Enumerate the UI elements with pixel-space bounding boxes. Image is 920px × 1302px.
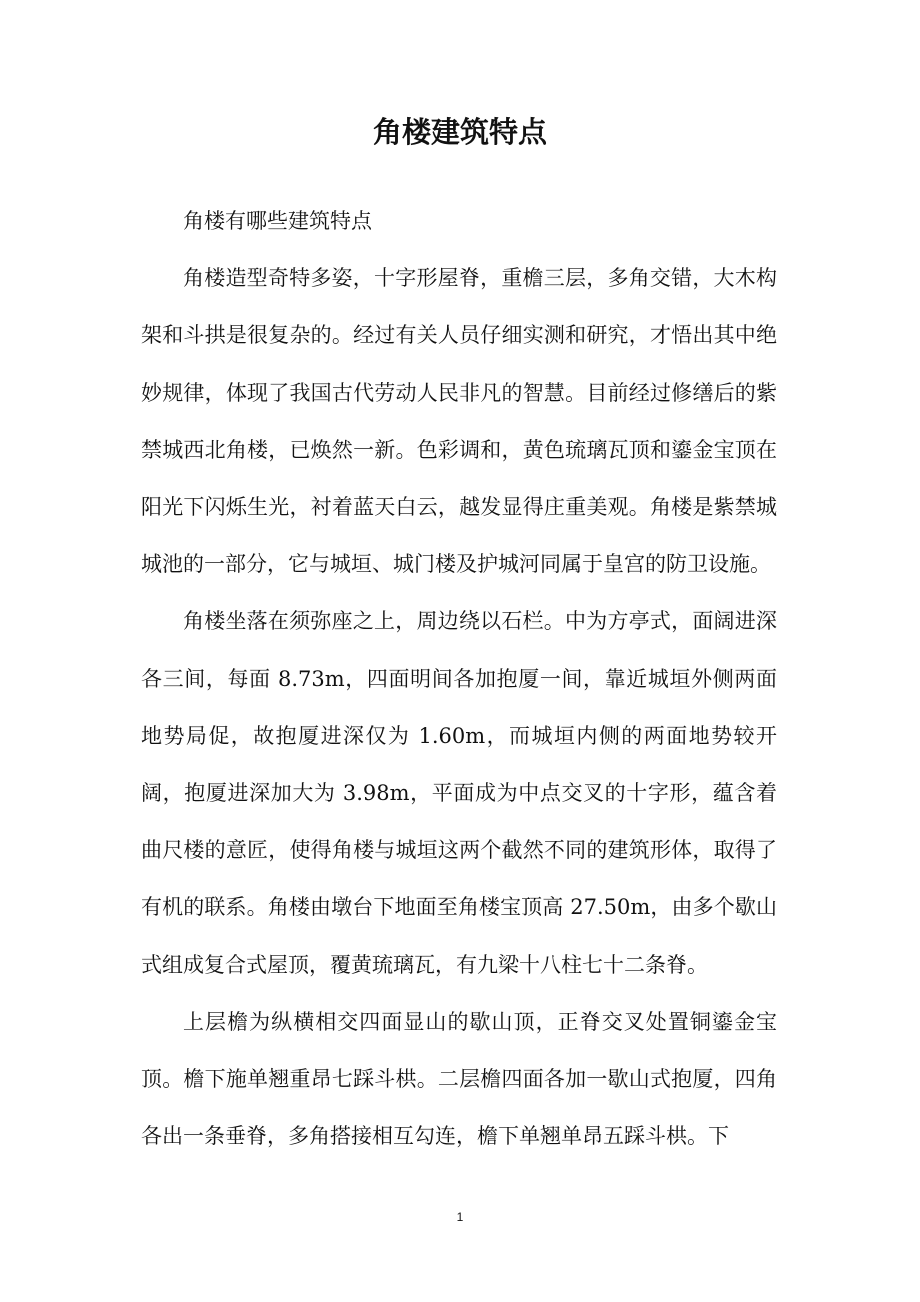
paragraph-structure: 角楼坐落在须弥座之上，周边绕以石栏。中为方亭式，面阔进深各三间，每面 8.73m，四面明间各加抱厦一间，靠近城垣外侧两面地势局促，故抱厦进深仅为 1.60m，而城垣内侧的两面地势较开阔，抱厦进深加大为 3.98m，平面成为中点交叉的十字形，蕴含着曲尺楼的意匠，使得角楼与城垣这两个截然不同的建筑形体，取得了有机的联系。角楼由墩台下地面至角楼宝顶高 27.50m，由多个歇山式组成复合式屋顶，覆黄琉璃瓦，有九梁十八柱七十二条脊。 bbox=[141, 609, 777, 977]
page-number: 1 bbox=[456, 1210, 464, 1224]
document-body bbox=[141, 193, 777, 1165]
paragraph-subheading: 角楼有哪些建筑特点 bbox=[183, 209, 372, 233]
paragraph-roof: 上层檐为纵横相交四面显山的歇山顶，正脊交叉处置铜鎏金宝顶。檐下施单翘重昂七踩斗栱。二层檐四面各加一歇山式抱厦，四角各出一条垂脊，多角搭接相互勾连，檐下单翘单昂五踩斗栱。下 bbox=[141, 1009, 777, 1149]
document-title: 角楼建筑特点 bbox=[372, 115, 547, 149]
paragraph-overview: 角楼造型奇特多姿，十字形屋脊，重檐三层，多角交错，大木构架和斗拱是很复杂的。经过有关人员仔细实测和研究，才悟出其中绝妙规律，体现了我国古代劳动人民非凡的智慧。目前经过修缮后的紫禁城西北角楼，已焕然一新。色彩调和，黄色琉璃瓦顶和鎏金宝顶在阳光下闪烁生光，衬着蓝天白云，越发显得庄重美观。角楼是紫禁城城池的一部分，它与城垣、城门楼及护城河同属于皇宫的防卫设施。 bbox=[141, 266, 777, 577]
